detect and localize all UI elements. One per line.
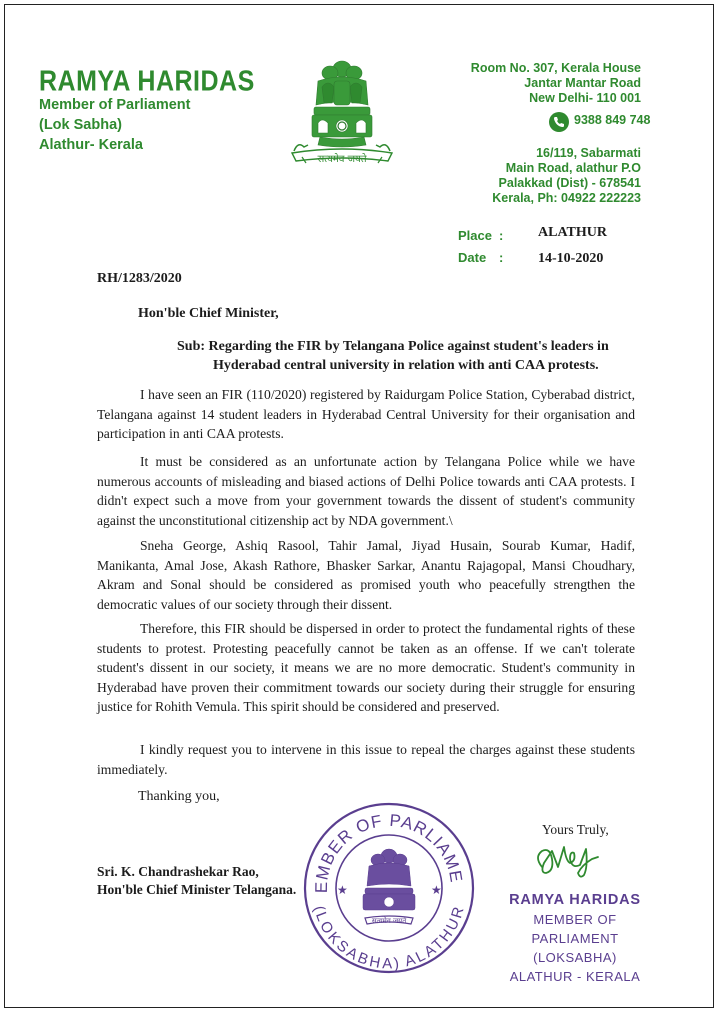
subject-line: Hyderabad central university in relation with anti CAA protests. xyxy=(213,358,599,373)
delhi-address-line: New Delhi- 110 001 xyxy=(529,91,641,105)
body-paragraph xyxy=(97,619,635,717)
svg-text:★: ★ xyxy=(337,883,348,897)
place-label: Place xyxy=(458,228,492,243)
svg-text:★: ★ xyxy=(431,883,442,897)
addressee xyxy=(97,863,296,899)
parliament-stamp xyxy=(301,800,477,976)
body-paragraph xyxy=(97,536,635,614)
stamp-motto: सत्यमेव जयते xyxy=(371,917,407,925)
body-paragraph xyxy=(97,452,635,530)
phone-icon xyxy=(548,111,570,133)
date-separator: : xyxy=(499,250,504,265)
letterhead-constituency: Alathur- Kerala xyxy=(39,137,143,153)
emblem-motto: सत्यमेव जयते xyxy=(317,154,367,165)
signatory-constituency: ALATHUR - KERALA xyxy=(509,969,641,984)
paragraph-text: Sneha George, Ashiq Rasool, Tahir Jamal, Jiyad Husain, Sourab Kumar, Hadif, Manikanta, Amal Jose, Akash Rathore, Bhasker Sarkar, Anantu Rajagopal, Mansi Choudhary, Akram and Sonal should be considered as promised youth who peacefully strengthen the democratic values of our society through their dissent. xyxy=(97,538,635,612)
date-value: 14-10-2020 xyxy=(538,251,604,266)
place-value: ALATHUR xyxy=(538,225,607,240)
signature-icon xyxy=(530,837,602,881)
paragraph-text: Therefore, this FIR should be dispersed in order to protect the fundamental rights of these students to protest. Protesting peacefully cannot be taken as an offense. If we can't tolerate student's dissent in our society, it means we are no more democratic. Student's community in Hyderabad have proven their commitment towards our society during their struggle for ensuring justice for Rohith Vemula. This spirit should be considered and preserved. xyxy=(97,621,635,714)
delhi-address-line: Room No. 307, Kerala House xyxy=(470,61,641,75)
local-address xyxy=(492,146,641,206)
delhi-address xyxy=(471,61,641,106)
stamp-bottom-text: (LOKSABHA) ALATHUR xyxy=(310,904,468,973)
local-address-line: Main Road, alathur P.O xyxy=(505,161,641,175)
paragraph-text: I have seen an FIR (110/2020) registered by Raidurgam Police Station, Cyberabad district, Telangana against 14 student leaders in Hyderabad Central University for their organisation and participation in anti CAA protests. xyxy=(97,387,635,441)
body-paragraph xyxy=(97,740,635,779)
national-emblem xyxy=(288,57,396,173)
svg-text:(LOKSABHA) ALATHUR xyxy=(310,904,468,972)
local-address-line: Palakkad (Dist) - 678541 xyxy=(498,176,641,190)
salutation: Hon'ble Chief Minister, xyxy=(138,306,279,321)
stamp-seal-icon xyxy=(301,800,477,976)
handwritten-signature xyxy=(530,837,602,881)
signatory-title: MEMBER OF PARLIAMENT xyxy=(531,912,619,946)
signature-block xyxy=(492,891,658,986)
subject-line: Sub: Regarding the FIR by Telangana Police against student's leaders in xyxy=(177,339,609,354)
letter-page xyxy=(4,4,714,1008)
stamp-top-text: EMBER OF PARLIAME xyxy=(311,810,466,894)
closing: Thanking you, xyxy=(138,789,220,804)
paragraph-text: It must be considered as an unfortunate action by Telangana Police while we have numerous accounts of misleading and biased actions of Delhi Police towards anti CAA protests. I didn't expect such a move from your government towards the dissent of student's community against the unconstitutional citizenship act by NDA government.\ xyxy=(97,454,635,528)
signatory-name: RAMYA HARIDAS xyxy=(509,892,641,908)
subject xyxy=(177,337,637,375)
place-separator: : xyxy=(499,228,504,243)
paragraph-text: I kindly request you to intervene in this issue to repeal the charges against these students immediately. xyxy=(97,742,635,777)
letterhead-title: Member of Parliament xyxy=(39,97,191,113)
phone-number: 9388 849 748 xyxy=(574,113,651,127)
signatory-house: (LOKSABHA) xyxy=(533,950,617,965)
body-paragraph xyxy=(97,385,635,444)
date-label: Date xyxy=(458,250,487,265)
local-address-line: Kerala, Ph: 04922 222223 xyxy=(492,191,641,205)
reference-number: RH/1283/2020 xyxy=(97,271,182,286)
yours-truly: Yours Truly, xyxy=(542,822,609,837)
addressee-name: Sri. K. Chandrashekar Rao, xyxy=(97,864,259,879)
letterhead-house: (Lok Sabha) xyxy=(39,117,122,133)
local-address-line: 16/119, Sabarmati xyxy=(536,146,641,160)
letterhead-name: RAMYA HARIDAS xyxy=(39,65,255,98)
addressee-title: Hon'ble Chief Minister Telangana. xyxy=(97,882,297,897)
delhi-address-line: Jantar Mantar Road xyxy=(524,76,641,90)
